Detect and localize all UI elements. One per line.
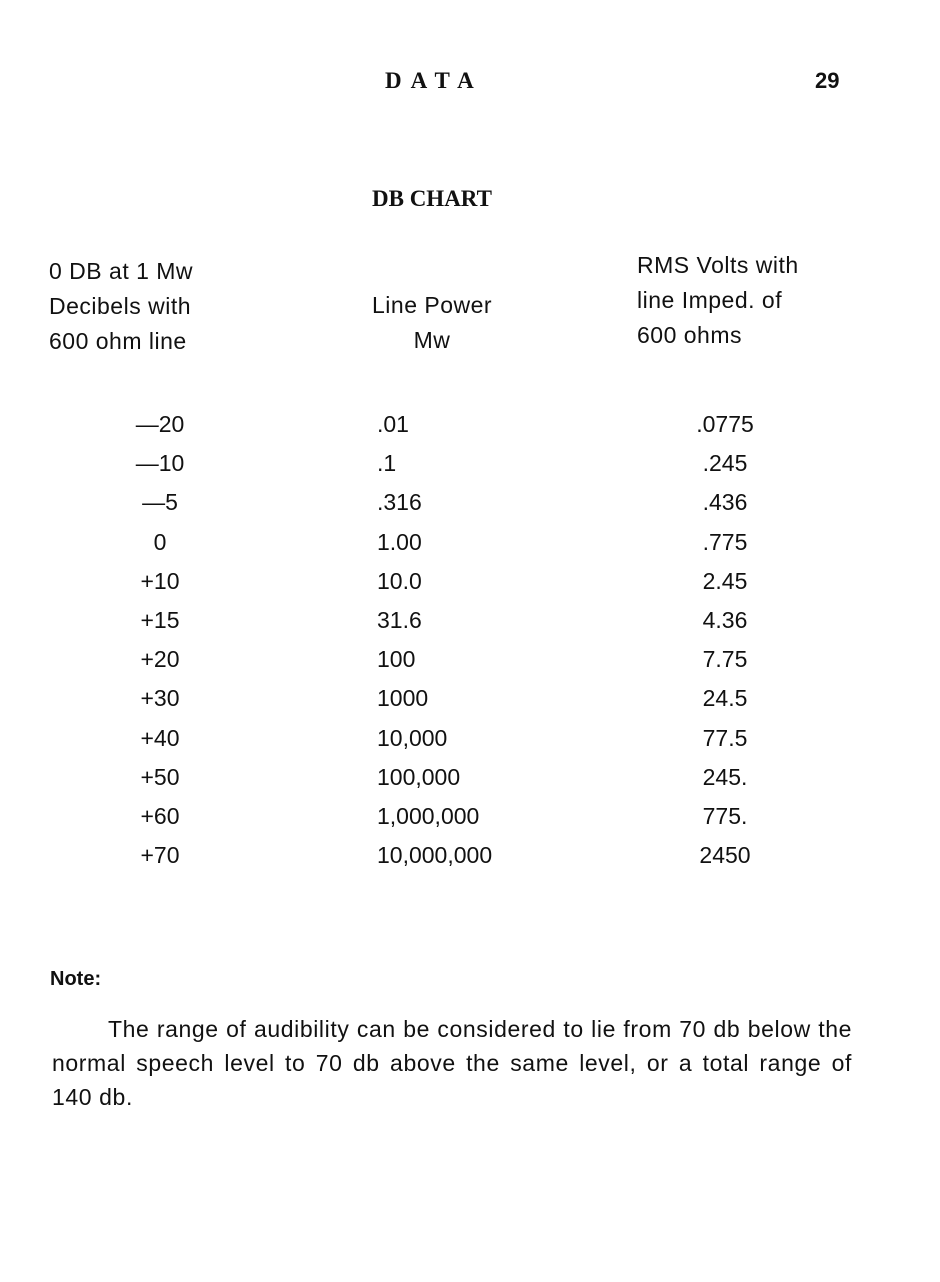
decibels-cell: —10 [135,450,185,477]
table-row [0,842,940,881]
rms-volts-cell: .775 [702,528,748,555]
rms-volts-cell: 4.36 [702,607,748,633]
note-label: Note: [50,968,102,990]
page-number: 29 [815,68,840,93]
column-header-rms-volts [637,248,799,353]
decibels-cell: +50 [140,763,180,790]
decibels-cell: +10 [140,567,180,594]
header-line: RMS Volts with [637,252,799,278]
header-line: 600 ohms [637,322,743,348]
table-row [0,607,940,646]
rms-volts-cell: .245 [702,450,748,477]
table-row [0,646,940,685]
line-power-cell: .01 [377,411,409,437]
line-power-cell: 100 [377,646,416,673]
column-header-line-power [372,288,492,358]
line-power-cell: .316 [377,489,422,516]
decibels-cell: +20 [140,646,180,673]
rms-volts-cell: .436 [702,489,748,516]
running-title: DATA [385,68,483,93]
decibels-cell: —20 [135,411,185,437]
decibels-cell: —5 [142,489,178,516]
line-power-cell: 1,000,000 [377,803,480,829]
header-line: Decibels with [49,293,191,319]
rms-volts-cell: 77.5 [702,724,748,751]
decibels-cell: 0 [153,528,167,555]
table-row [0,725,940,764]
table-row [0,411,940,450]
table-row [0,450,940,489]
column-header-decibels [49,254,193,359]
decibels-cell: +15 [140,607,180,633]
header-line: Line Power [372,292,493,318]
line-power-cell: 10.0 [377,567,422,594]
rms-volts-cell: 775. [702,803,748,829]
decibels-cell: +60 [140,803,180,829]
table-row [0,803,940,842]
rms-volts-cell: 7.75 [702,646,748,673]
line-power-cell: 1000 [377,685,429,712]
table-row [0,529,940,568]
table-row [0,489,940,528]
table-row [0,764,940,803]
rms-volts-cell: 24.5 [702,685,748,712]
header-line: line Imped. of [637,287,783,313]
decibels-cell: +30 [140,685,180,712]
rms-volts-cell: 245. [702,763,748,790]
table-row [0,568,940,607]
header-line: Mw [413,327,451,353]
line-power-cell: 10,000 [377,724,448,751]
line-power-cell: 31.6 [377,607,422,633]
line-power-cell: 1.00 [377,528,422,555]
rms-volts-cell: 2.45 [702,567,748,594]
table-row [0,685,940,724]
header-line: 600 ohm line [49,328,187,354]
line-power-cell: 100,000 [377,763,461,790]
header-line: 0 DB at 1 Mw [49,258,194,284]
decibels-cell: +70 [140,842,180,869]
line-power-cell: .1 [377,450,397,477]
rms-volts-cell: .0775 [696,411,754,437]
chart-title: DB CHART [372,186,492,211]
decibels-cell: +40 [140,724,180,751]
rms-volts-cell: 2450 [699,842,751,869]
note-text: The range of audibility can be considered to lie from 70 db below the normal speech level to 70 db above the same level, or a total range of 140 db. [52,1016,852,1110]
line-power-cell: 10,000,000 [377,842,493,869]
